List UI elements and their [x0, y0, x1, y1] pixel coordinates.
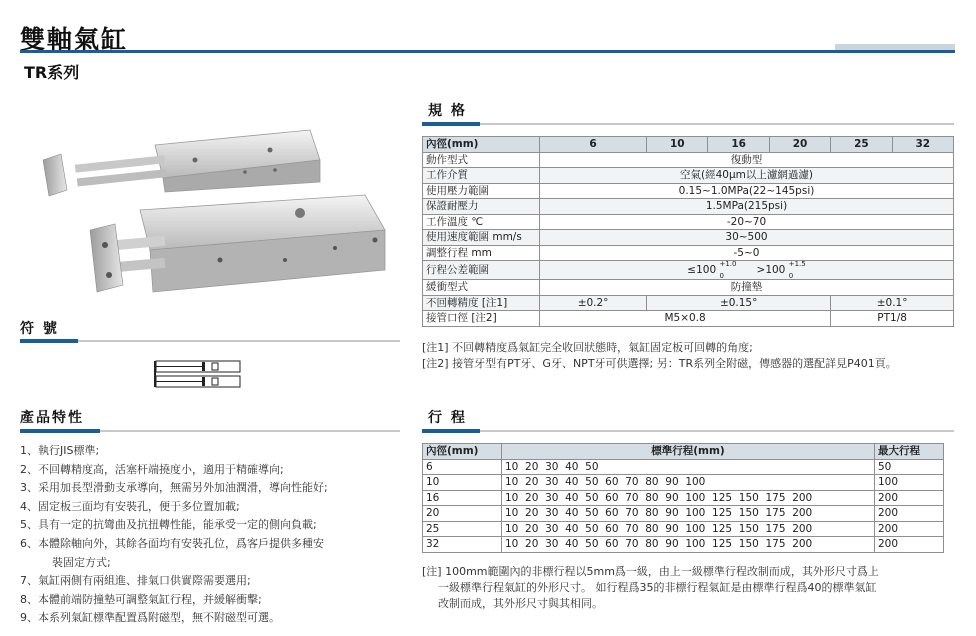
row-label: 保證耐壓力: [423, 199, 540, 215]
cell-value: 空氣(經40μm以上濾網過濾): [540, 168, 954, 184]
tolerance-lower-range: ≤100: [687, 264, 717, 276]
table-header-cell: 標準行程(mm): [502, 444, 875, 460]
cell-value: 0.15~1.0MPa(22~145psi): [540, 183, 954, 199]
features-rule: [20, 430, 400, 432]
tolerance-lower: 0: [788, 272, 794, 280]
list-item: 9、本系列氣缸標準配置爲附磁型，無不附磁型可選。: [20, 611, 280, 625]
table-header-cell: 最大行程: [875, 444, 944, 460]
stroke-rule: [422, 430, 954, 432]
cylinder-small: [43, 130, 320, 196]
table-header-cell: 內徑(mm): [423, 444, 502, 460]
tolerance-upper: +1.5: [788, 260, 806, 268]
note-line: 改制而成，其外形尺寸與其相同。: [438, 597, 603, 610]
stroke-table: [422, 443, 944, 553]
features-list: [20, 442, 400, 628]
table-row: [423, 183, 954, 199]
row-label: 調整行程 mm: [423, 245, 540, 261]
cell-value: ±0.2°: [540, 295, 647, 311]
cell-strokes: 10 20 30 40 50 60 70 80 90 100: [502, 475, 875, 491]
row-label: 使用壓力範圍: [423, 183, 540, 199]
title-rule: [20, 50, 955, 53]
list-item: 5、具有一定的抗彎曲及抗扭轉性能，能承受一定的側向負載;: [20, 518, 317, 532]
list-item: 6、本體除軸向外，其餘各面均有安裝孔位，爲客戶提供多種安: [20, 536, 324, 550]
table-row: [423, 537, 944, 553]
row-label: 動作型式: [423, 152, 540, 168]
note-line: 一級標準行程氣缸的外形尺寸。 如行程爲35的非標行程氣缸是由標準行程爲40的標準氣缸: [438, 581, 877, 594]
row-label: 不回轉精度 [注1]: [423, 295, 540, 311]
table-row: [423, 295, 954, 311]
cell-bore: 10: [423, 475, 502, 491]
list-item: 4、固定板三面均有安裝孔，便于多位置加載;: [20, 499, 240, 513]
cell-value: 30~500: [540, 230, 954, 246]
row-label: 工作溫度 ℃: [423, 214, 540, 230]
cylinder-large: [90, 195, 385, 292]
note-line: [注1] 不回轉精度爲氣缸完全收回狀態時，氣缸固定板可回轉的角度;: [422, 341, 753, 354]
table-row: [423, 230, 954, 246]
stroke-notes: [422, 564, 952, 612]
table-header-cell: 25: [831, 137, 892, 153]
list-item: 8、本體前端防撞墊可調整氣缸行程，并緩解衝擊;: [20, 592, 262, 606]
spec-heading: 規 格: [428, 103, 467, 119]
cylinder-symbol-icon: [150, 357, 242, 391]
cell-max: 200: [875, 490, 944, 506]
cell-value: [540, 261, 954, 280]
list-item: 裝固定方式;: [52, 555, 111, 569]
row-label: 工作介質: [423, 168, 540, 184]
table-header-row: [423, 137, 954, 153]
table-row: [423, 152, 954, 168]
cell-value: M5×0.8: [540, 311, 831, 327]
tolerance-upper: +1.0: [719, 260, 737, 268]
cell-value: ±0.15°: [647, 295, 831, 311]
table-header-row: [423, 444, 944, 460]
cell-strokes: 10 20 30 40 50 60 70 80 90 100 125 150 175 200: [502, 537, 875, 553]
cell-max: 200: [875, 537, 944, 553]
cell-max: 50: [875, 459, 944, 475]
table-row: [423, 280, 954, 296]
row-label: 行程公差範圍: [423, 261, 540, 280]
cell-value: 復動型: [540, 152, 954, 168]
spec-notes: [422, 340, 897, 372]
table-row: [423, 490, 944, 506]
cell-max: 100: [875, 475, 944, 491]
tolerance-upper-range: >100: [756, 264, 786, 276]
table-header-cell: 內徑(mm): [423, 137, 540, 153]
table-row: [423, 199, 954, 215]
table-row: [423, 168, 954, 184]
cell-strokes: 10 20 30 40 50 60 70 80 90 100 125 150 175 200: [502, 490, 875, 506]
spec-table: [422, 136, 954, 327]
cell-value: PT1/8: [831, 311, 954, 327]
cell-value: -20~70: [540, 214, 954, 230]
list-item: 3、采用加長型滑動支承導向，無需另外加油潤滑，導向性能好;: [20, 481, 328, 495]
stroke-heading: 行 程: [428, 410, 467, 426]
product-photo: [35, 120, 395, 300]
tolerance-lower: 0: [719, 272, 724, 280]
cell-bore: 16: [423, 490, 502, 506]
page-subtitle: TR系列: [24, 63, 80, 82]
table-header-cell: 20: [769, 137, 830, 153]
list-item: 2、不回轉精度高，活塞杆端撓度小，適用于精確導向;: [20, 462, 284, 476]
cell-bore: 20: [423, 506, 502, 522]
page-title: 雙軸氣缸: [20, 25, 129, 54]
table-row: [423, 459, 944, 475]
note-line: [注] 100mm範圍內的非標行程以5mm爲一級，由上一級標準行程改制而成，其外形尺寸爲上: [422, 565, 879, 578]
cell-strokes: 10 20 30 40 50: [502, 459, 875, 475]
table-row: [423, 521, 944, 537]
cell-value: 防撞墊: [540, 280, 954, 296]
cell-bore: 32: [423, 537, 502, 553]
symbol-rule: [20, 340, 400, 342]
cell-value: ±0.1°: [831, 295, 954, 311]
table-row: [423, 311, 954, 327]
spec-rule: [422, 123, 954, 125]
cell-strokes: 10 20 30 40 50 60 70 80 90 100 125 150 175 200: [502, 506, 875, 522]
table-row: [423, 261, 954, 280]
cell-value: -5~0: [540, 245, 954, 261]
table-row: [423, 475, 944, 491]
table-header-cell: 16: [708, 137, 769, 153]
cell-max: 200: [875, 506, 944, 522]
cell-strokes: 10 20 30 40 50 60 70 80 90 100 125 150 175 200: [502, 521, 875, 537]
table-row: [423, 506, 944, 522]
cell-value: 1.5MPa(215psi): [540, 199, 954, 215]
table-row: [423, 214, 954, 230]
symbol-heading: 符 號: [20, 321, 59, 337]
cell-max: 200: [875, 521, 944, 537]
row-label: 使用速度範圍 mm/s: [423, 230, 540, 246]
table-row: [423, 245, 954, 261]
cell-bore: 6: [423, 459, 502, 475]
list-item: 1、執行JIS標準;: [20, 444, 100, 457]
list-item: 7、氣缸兩側有兩組進、排氣口供實際需要選用;: [20, 574, 251, 588]
note-line: [注2] 接管牙型有PT牙、G牙、NPT牙可供選擇; 另：TR系列全附磁，傳感器的選配詳見P401頁。: [422, 357, 897, 370]
table-header-cell: 10: [647, 137, 708, 153]
row-label: 緩衝型式: [423, 280, 540, 296]
table-header-cell: 32: [892, 137, 953, 153]
table-header-cell: 6: [540, 137, 647, 153]
features-heading: 產品特性: [20, 410, 84, 426]
row-label: 接管口徑 [注2]: [423, 311, 540, 327]
cell-bore: 25: [423, 521, 502, 537]
